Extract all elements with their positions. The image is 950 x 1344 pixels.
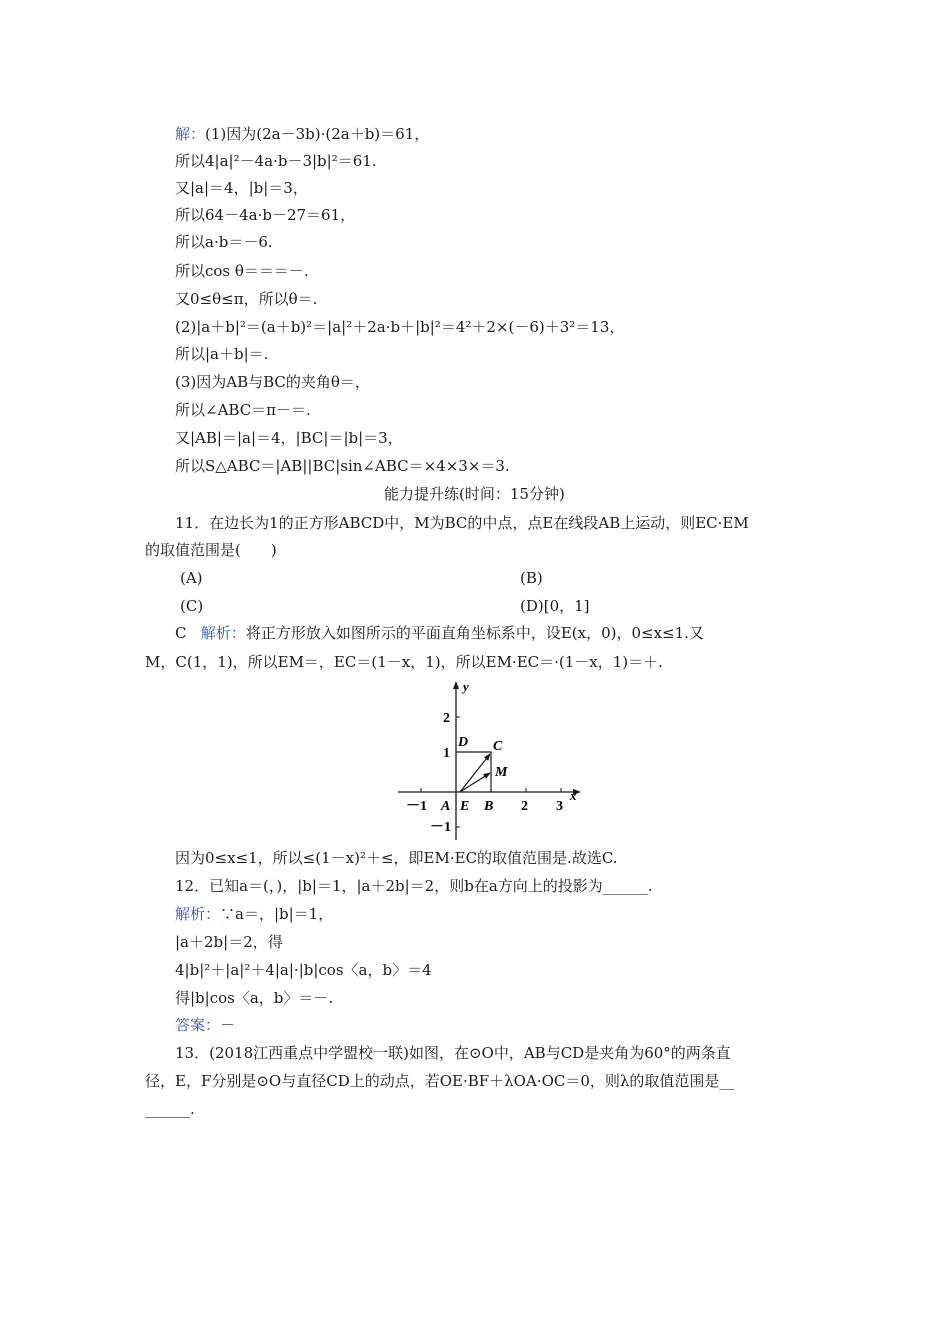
- sol10-line-6: 所以cos θ＝＝＝－.: [175, 262, 309, 280]
- sol10-line-12: 又|AB|＝|a|＝4，|BC|＝|b|＝3，: [175, 429, 403, 447]
- point-d-label: D: [458, 735, 469, 750]
- sol10-line-11: 所以∠ABC＝π－＝.: [175, 401, 311, 419]
- q12-line-1: 12．已知a＝(，)，|b|＝1，|a＋2b|＝2，则b在a方向上的投影为______.: [175, 877, 653, 895]
- point-e-label: E: [460, 799, 470, 814]
- q11-answer-line-3: 因为0≤x≤1，所以≤(1－x)²＋≤，即EM·EC的取值范围是.故选C.: [175, 849, 618, 867]
- analysis-label: 解析：: [175, 905, 221, 923]
- y-axis-label: y: [463, 679, 469, 694]
- square-abcd: [456, 752, 491, 792]
- q11-answer-letter: C: [175, 624, 187, 642]
- analysis-label: 解析：: [200, 624, 246, 642]
- sol10-line-1: [175, 124, 429, 144]
- tick-label-x3: 3: [556, 799, 563, 814]
- tick-label-y1: 1: [443, 746, 450, 761]
- q12-answer-line-1: [175, 904, 333, 924]
- point-c-label: C: [493, 739, 503, 754]
- sol10-line-5: 所以a·b＝－6.: [175, 233, 273, 251]
- sol10-line-4: 所以64－4a·b－27＝61，: [175, 206, 356, 224]
- tick-label-xm1: －1: [406, 799, 427, 814]
- sol10-line-3: 又|a|＝4，|b|＝3，: [175, 179, 308, 197]
- q12-final-answer: [175, 1015, 235, 1035]
- q12-answer-text-1: ∵a＝，|b|＝1，: [220, 905, 334, 923]
- q12-answer-line-2: |a＋2b|＝2，得: [175, 933, 283, 951]
- q12-answer-line-4: 得|b|cos〈a，b〉＝－.: [175, 989, 334, 1007]
- vector-ec: [460, 754, 490, 792]
- q12-final-value: －: [220, 1016, 236, 1034]
- point-b-label: B: [484, 799, 494, 814]
- sol10-line-13: 所以S△ABC＝|AB||BC|sin∠ABC＝×4×3×＝3.: [175, 457, 510, 475]
- solution-label: 解：: [175, 125, 206, 143]
- tick-label-ym1: －1: [430, 820, 451, 835]
- tick-label-x2: 2: [521, 799, 528, 814]
- section-title: 能力提升练(时间：15分钟): [384, 485, 565, 503]
- q12-answer-line-3: 4|b|²＋|a|²＋4|a|·|b|cos〈a，b〉＝4: [175, 961, 432, 979]
- q11-answer-line-1: [175, 623, 704, 643]
- point-m-label: M: [495, 765, 508, 780]
- q11-line-1: 11．在边长为1的正方形ABCD中，M为BC的中点，点E在线段AB上运动，则EC·EM: [175, 514, 749, 532]
- sol10-line-9: 所以|a＋b|＝.: [175, 345, 269, 363]
- sol10-line-7: 又0≤θ≤π，所以θ＝.: [175, 290, 318, 308]
- q11-answer-line-2: M，C(1，1)，所以EM＝，EC＝(1－x，1)，所以EM·EC＝·(1－x，1)＝＋.: [145, 653, 663, 671]
- point-a-label: A: [441, 799, 451, 814]
- sol10-line-10: (3)因为AB与BC的夹角θ＝，: [175, 373, 370, 391]
- sol10-line-2: 所以4|a|²－4a·b－3|b|²＝61.: [175, 152, 377, 170]
- x-axis-label: x: [570, 788, 577, 803]
- answer-label: 答案：: [175, 1016, 221, 1034]
- q11-option-a: (A): [180, 569, 203, 587]
- q11-option-d: (D)[0，1]: [520, 597, 590, 615]
- q13-line-1: 13．(2018江西重点中学盟校一联)如图，在⊙O中，AB与CD是夹角为60°的两条直: [175, 1044, 731, 1062]
- tick-label-y2: 2: [443, 711, 450, 726]
- q11-answer-text-1: 将正方形放入如图所示的平面直角坐标系中，设E(x，0)，0≤x≤1.又: [245, 624, 704, 642]
- q11-line-2: 的取值范围是( ): [145, 541, 277, 559]
- q13-line-3: ______.: [145, 1100, 195, 1118]
- sol10-text-1: (1)因为(2a－3b)·(2a＋b)＝61，: [205, 125, 430, 143]
- vector-em: [460, 773, 490, 792]
- q13-line-2: 径，E，F分别是⊙O与直径CD上的动点，若OE·BF＋λOA·OC＝0，则λ的取值范围是__: [145, 1072, 735, 1090]
- sol10-line-8: (2)|a＋b|²＝(a＋b)²＝|a|²＋2a·b＋|b|²＝4²＋2×(－6)＋3²＝13，: [175, 318, 625, 336]
- q11-option-b: (B): [520, 569, 543, 587]
- coordinate-figure: [390, 676, 590, 846]
- q11-option-c: (C): [180, 597, 204, 615]
